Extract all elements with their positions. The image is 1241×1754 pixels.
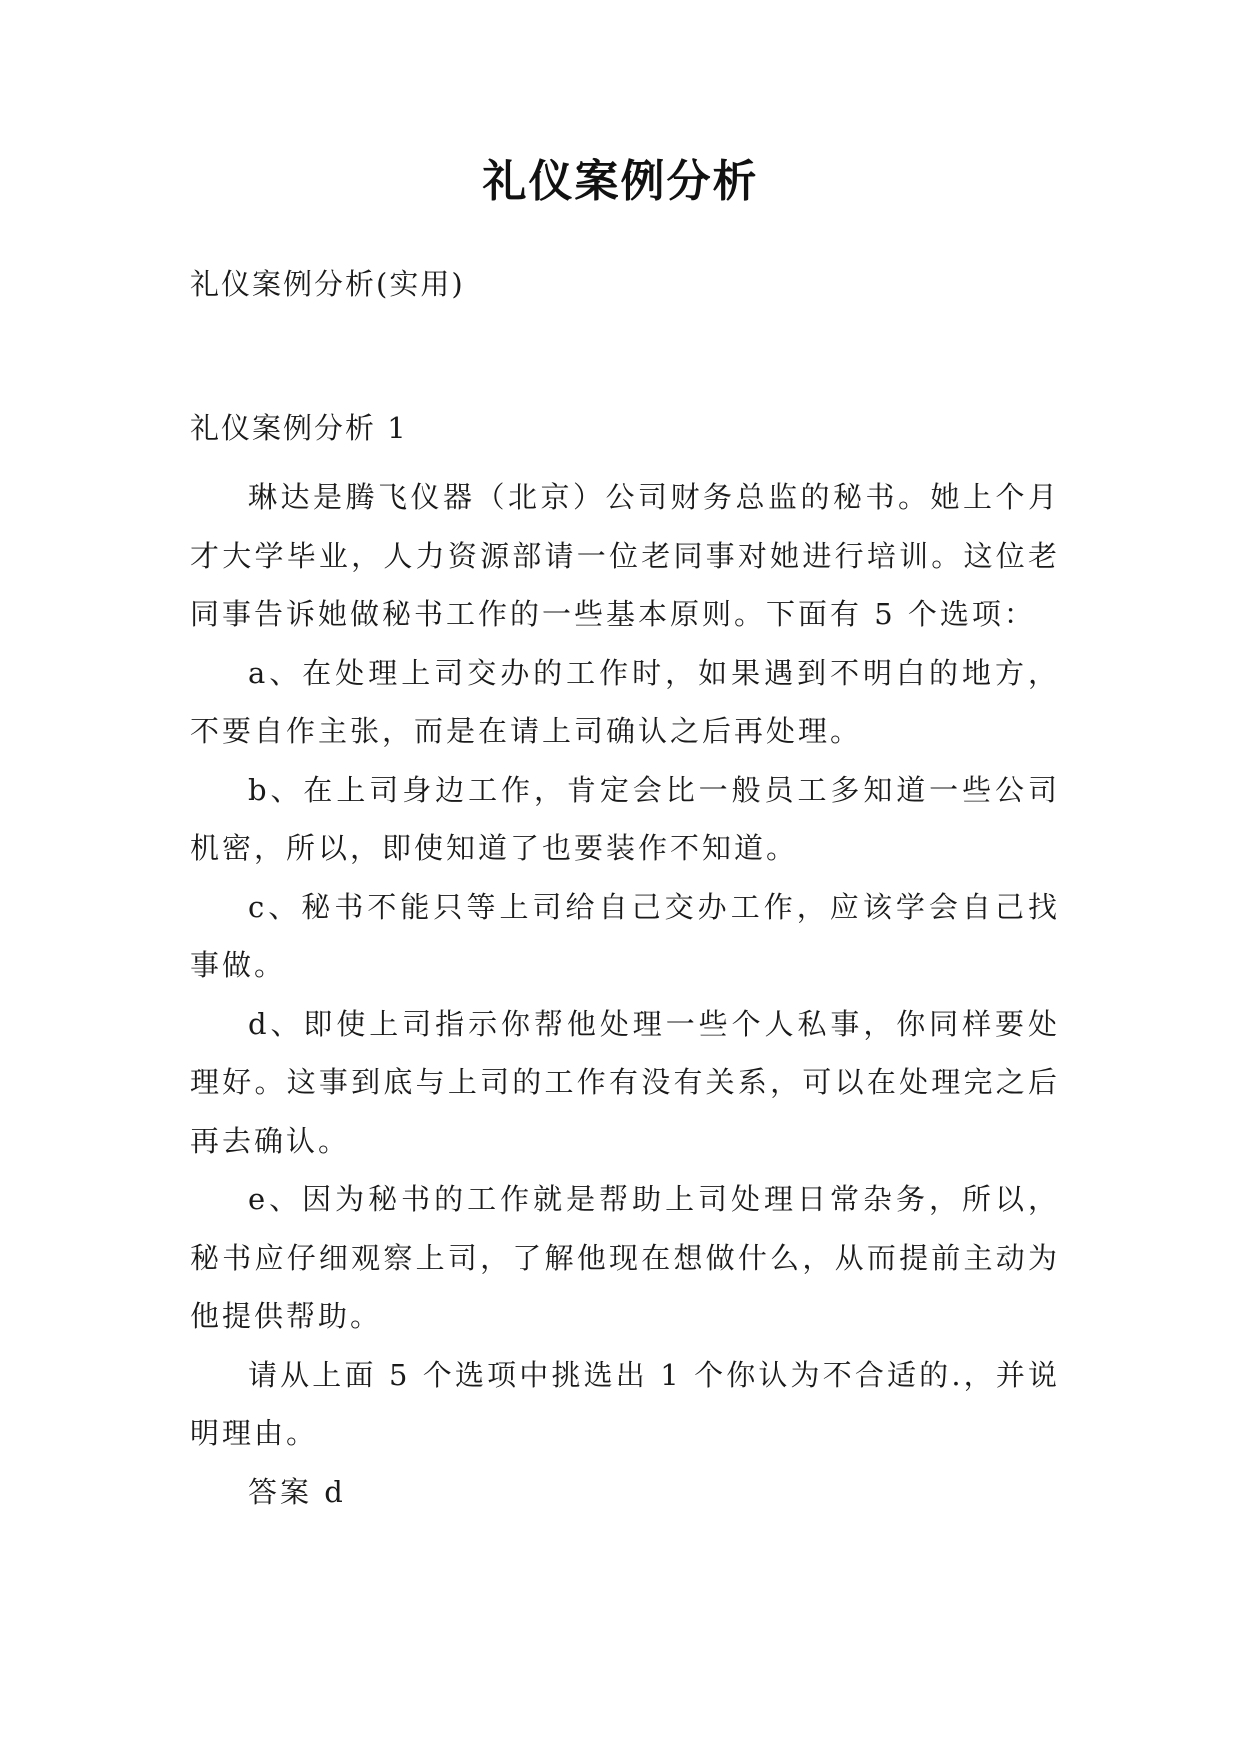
- document-body: [190, 468, 1060, 1521]
- paragraph-option-c: c、秘书不能只等上司给自己交办工作，应该学会自己找事做。: [190, 889, 1060, 982]
- paragraph-option-b: b、在上司身边工作，肯定会比一般员工多知道一些公司机密，所以，即使知道了也要装作不知道。: [190, 772, 1060, 865]
- paragraph-option-d: d、即使上司指示你帮他处理一些个人私事，你同样要处理好。这事到底与上司的工作有没有关系，可以在处理完之后再去确认。: [190, 1006, 1060, 1158]
- paragraph-question: 请从上面 5 个选项中挑选出 1 个你认为不合适的.，并说明理由。: [190, 1357, 1060, 1450]
- document-subtitle: 礼仪案例分析(实用): [190, 267, 465, 301]
- document-title: 礼仪案例分析: [482, 156, 759, 207]
- section-heading: 礼仪案例分析 1: [190, 411, 408, 445]
- paragraph-option-a: a、在处理上司交办的工作时，如果遇到不明白的地方，不要自作主张，而是在请上司确认之后再处理。: [190, 655, 1060, 748]
- paragraph-option-e: e、因为秘书的工作就是帮助上司处理日常杂务，所以，秘书应仔细观察上司，了解他现在想做什么，从而提前主动为他提供帮助。: [190, 1182, 1060, 1333]
- paragraph-answer: 答案 d: [248, 1474, 346, 1509]
- paragraph-intro: 琳达是腾飞仪器（北京）公司财务总监的秘书。她上个月才大学毕业，人力资源部请一位老同事对她进行培训。这位老同事告诉她做秘书工作的一些基本原则。下面有 5 个选项：: [190, 480, 1060, 631]
